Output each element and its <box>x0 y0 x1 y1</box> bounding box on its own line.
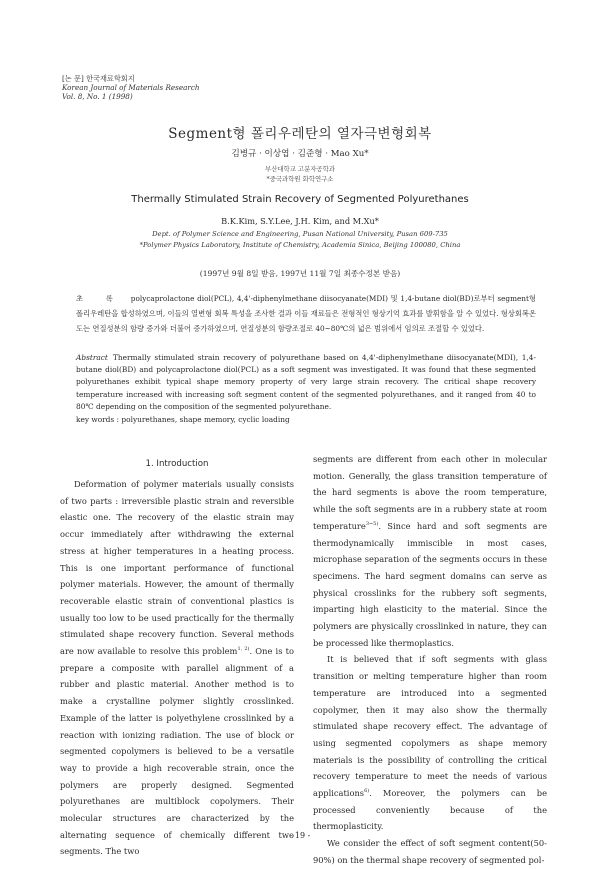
korean-abstract-text: polycaprolactone diol(PCL), 4,4'-diphenylmethane diisocyanate(MDI) 및 1,4-butane diol(BD)로부터 segment형 폴리우레탄을 합성하였으며, 이들의 열변형 회복 특성을 조사한 결과 이들 재료들은 전형적인 형상기억 효과를 발휘함을 알 수 있었다. 형상회복온도는 연질성분의 함량 증가와 더불어 증가하였으며, 연질성분의 함량조절로 40~80℃의 넓은 범위에서 임의로 조절할 수 있었다. <box>76 294 536 333</box>
body-column-left <box>60 476 294 860</box>
paragraph-text: Deformation of polymer materials usually consists of two parts : irreversible plastic strain and reversible elastic one. The recovery of the elastic strain may occur immediately after withdrawing the external stress at higher temperatures in a heating process. This is one important performance of functional polymer materials. However, the amount of thermally recoverable elastic strain of conventional plastics is usually too low to be used practically for the thermally stimulated shape recovery function. Several methods are now available to resolve this problem <box>60 479 294 657</box>
affiliation-korean-1: 부산대학교 고분자공학과 <box>265 165 335 173</box>
affiliation-korean-2: *중국과학원 화학연구소 <box>266 175 334 183</box>
journal-line-3: Vol. 8, No. 1 (1998) <box>62 92 133 101</box>
authors-english: B.K.Kim, S.Y.Lee, J.H. Kim, and M.Xu* <box>221 216 379 226</box>
korean-abstract-label: 초 록 <box>76 294 123 303</box>
citation: 6) <box>364 788 370 795</box>
paragraph-text: . Moreover, the polymers can be processed conveniently because of the thermoplasticity. <box>313 788 547 832</box>
paragraph <box>313 651 547 835</box>
keywords: key words : polyurethanes, shape memory, cyclic loading <box>76 415 290 424</box>
citation: 1, 2) <box>237 646 250 653</box>
citation: 3~5) <box>365 521 379 528</box>
journal-header <box>62 74 200 101</box>
body-column-right <box>313 451 547 869</box>
paragraph: We consider the effect of soft segment content(50-90%) on the thermal shape recovery of segmented pol- <box>313 838 547 865</box>
received-date: (1997년 9월 8일 받음, 1997년 11월 7일 최종수정본 받음) <box>199 269 401 278</box>
section-heading-introduction: 1. Introduction <box>145 459 209 469</box>
authors-korean: 김병규 · 이상엽 · 김준형 · Mao Xu* <box>231 149 369 159</box>
affiliation-english-2: *Polymer Physics Laboratory, Institute of Chemistry, Academia Sinica, Beijing 100080, China <box>139 241 461 249</box>
journal-line-1: [논 문] 한국재료학회지 <box>62 74 135 83</box>
title-korean: Segment형 폴리우레탄의 열자극변형회복 <box>168 126 432 142</box>
paragraph-text: . One is to prepare a composite with parallel alignment of a rubber and plastic material. Another method is to make a crystalline polymer slightly crosslinked. Example of the latter is polyethylene crosslinked by a reaction with ionizing radiation. The use of block or segmented copolymers is believed to be a versatile way to provide a high recoverable strain, once the polymers are properly designed. Segmented polyurethanes are multiblock copolymers. Their molecular structures are characterized by the alternating sequence of chemically different two segments. The two <box>60 646 294 857</box>
journal-line-2: Korean Journal of Materials Research <box>62 83 200 92</box>
english-abstract-text: Thermally stimulated strain recovery of polyurethane based on 4,4'-diphenylmethane diisocyanate(MDI), 1,4-butane diol(BD) and polycaprolactone diol(PCL) as a soft segment was investigated. It was found that these segmented polyurethanes exhibit typical shape memory property of very large strain recovery. The critical shape recovery temperature increased with increasing soft segment content of the segmented polyurethanes, and it ranged from 40 to 80℃ depending on the composition of the segmented polyurethane. <box>76 353 536 411</box>
page-number: - 19 - <box>289 831 311 840</box>
title-english: Thermally Stimulated Strain Recovery of Segmented Polyurethanes <box>131 194 469 205</box>
english-abstract-label: Abstract <box>76 353 108 362</box>
paragraph-text: segments are different from each other in molecular motion. Generally, the glass transition temperature of the hard segments is above the room temperature, while the soft segments are in a rubbery state at room temperature <box>313 454 547 531</box>
affiliation-english-1: Dept. of Polymer Science and Engineering, Pusan National University, Pusan 609-735 <box>152 230 448 238</box>
paragraph <box>313 451 547 651</box>
paragraph-text: It is believed that if soft segments with glass transition or melting temperature higher than room temperature are introduced into a segmented copolymer, then it may also show the thermally stimulated shape recovery effect. The advantage of using segmented copolymers as shape memory materials is the possibility of controlling the critical recovery temperature to meet the needs of various applications <box>313 654 547 799</box>
paragraph <box>60 476 294 860</box>
paragraph-text: . Since hard and soft segments are thermodynamically immiscible in most cases, microphase separation of the segments occurs in these specimens. The hard segment domains can serve as physical crosslinks for the rubbery soft segments, imparting high elasticity to the material. Since the polymers are physically crosslinked in nature, they can be processed like thermoplastics. <box>313 520 547 648</box>
english-abstract <box>76 352 536 413</box>
korean-abstract <box>76 291 536 336</box>
